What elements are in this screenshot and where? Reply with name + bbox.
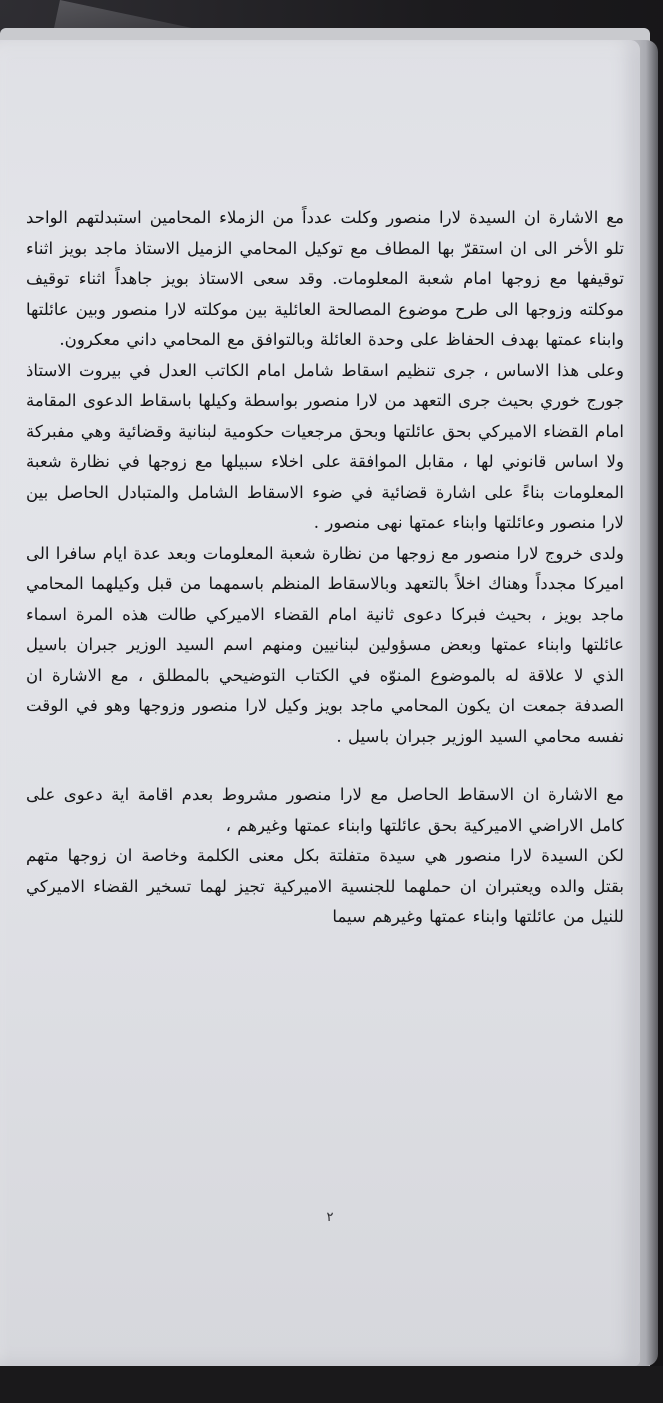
paragraph-3: ولدى خروج لارا منصور مع زوجها من نظارة شعبة المعلومات وبعد عدة ايام سافرا الى اميركا مجدداً وهناك اخلاً بالتعهد وبالاسقاط المنظم باسمهما من قبل وكيلهما المحامي ماجد بويز ، بحيث فبركا دعوى ثانية امام القضاء الاميركي طالت هذه المرة اسماء عائلتها وابناء عمتها وبعض مسؤولين لبنانيين ومنهم اسم السيد الوزير جبران باسيل الذي لا علاقة له بالموضوع المنوّه في الكتاب التوضيحي بالمطلق ، مع الاشارة ان الصدفة جمعت ان يكون المحامي ماجد بويز وكيل لارا منصور وزوجها وهو في الوقت نفسه محامي السيد الوزير جبران باسيل . xyxy=(25,543,624,746)
paragraph-4: مع الاشارة ان الاسقاط الحاصل مع لارا منصور مشروط بعدم اقامة اية دعوى على كامل الاراضي الاميركية بحق عائلتها وابناء عمتها وغيرهم ، xyxy=(26,785,624,835)
paragraph-5: لكن السيدة لارا منصور هي سيدة متفلتة بكل معنى الكلمة وخاصة ان زوجها متهم بقتل والده ويعتبران ان حملهما للجنسية الاميركية تجيز لهما تسخير القضاء الاميركي للنيل من عائلتها وابناء عمتها وغيرهم سيما xyxy=(26,846,624,926)
page-number: ٢ xyxy=(326,1210,334,1225)
paragraph-1: مع الاشارة ان السيدة لارا منصور وكلت عدداً من الزملاء المحامين استبدلتهم الواحد تلو الأخر الى ان استقرّ بها المطاف مع توكيل المحامي الزميل الاستاذ ماجد بويز اثناء توقيفها مع زوجها امام شعبة المعلومات. وقد سعى الاستاذ بويز جاهداً اثناء توقيف موكلته وزوجها الى طرح موضوع المصالحة العائلية بين موكلته لارا منصور وبين عائلتها وابناء عمتها بهدف الحفاظ على وحدة العائلة وبالتوافق مع المحامي داني معكرون. xyxy=(26,208,624,349)
document-body xyxy=(26,203,624,933)
photo-bottom-background xyxy=(0,1366,663,1403)
paragraph-2: وعلى هذا الاساس ، جرى تنظيم اسقاط شامل امام الكاتب العدل في بيروت الاستاذ جورج خوري بحيث جرى التعهد من لارا منصور بواسطة وكيلها باسقاط الدعوى المقامة امام القضاء الاميركي بحق عائلتها وبحق مرجعيات حكومية لبنانية وقضائية وهي مفبركة ولا اساس قانوني لها ، مقابل الموافقة على اخلاء سبيلها مع زوجها في نظارة شعبة المعلومات بناءً على اشارة قضائية في ضوء الاسقاط الشامل والمتبادل الحاصل بين لارا منصور وعائلتها وابناء عمتها نهى منصور . xyxy=(26,360,624,532)
